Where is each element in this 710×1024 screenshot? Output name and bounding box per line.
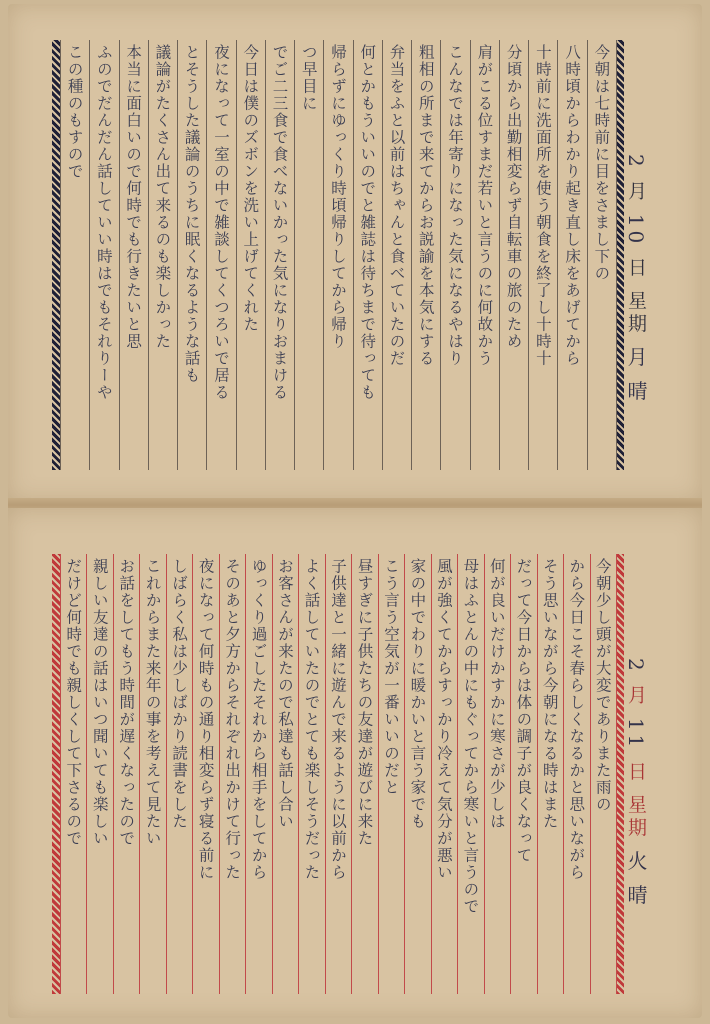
ruled-line	[528, 40, 529, 470]
handwritten-line: 何とかもういいのでと雑誌は待ちまで待っても	[358, 44, 377, 401]
ruled-line	[60, 40, 61, 470]
weather: 晴	[624, 884, 648, 909]
ruled-line	[206, 40, 207, 470]
handwritten-line: つ早目に	[299, 44, 318, 112]
date-heading-bottom	[622, 658, 651, 908]
ruled-line	[119, 40, 120, 470]
ruled-line	[353, 40, 354, 470]
month-label: 月	[625, 180, 647, 204]
weekday-value: 火	[624, 850, 648, 875]
date-day: 11	[624, 717, 648, 752]
ruled-line	[236, 40, 237, 470]
handwritten-line: ふのでだんだん話していい時はでもそれりーや	[94, 44, 113, 401]
handwritten-line: ゆっくり過ごしたそれから相手をしてから	[249, 558, 268, 881]
ruled-line	[616, 40, 617, 470]
handwritten-line: 親しい友達の話はいつ聞いても楽しい	[90, 558, 109, 847]
day-label: 日	[625, 257, 647, 281]
handwritten-line: 弁当をふと以前はちゃんと食べていたのだ	[387, 44, 406, 367]
handwritten-line: 帰らずにゆっくり時頃帰りしてから帰り	[329, 44, 347, 350]
ruled-line	[616, 554, 617, 994]
handwritten-line: よく話していたのでとても楽しそうだった	[302, 558, 321, 881]
handwritten-line: 十時前に洗面所を使う朝食を終了し十時十	[533, 44, 552, 367]
handwritten-line: 八時頃からわかり起き直し床をあげてから	[563, 44, 582, 367]
ruled-line	[411, 40, 412, 470]
handwritten-line: 何が良いだけかすかに寒さが少しは	[487, 558, 506, 830]
handwritten-line: そのあと夕方からそれぞれ出かけて行った	[223, 558, 242, 881]
handwritten-line: 本当に面白いので何時でも行きたいと思	[124, 44, 143, 350]
handwritten-line: 風が強くてからすっかり冷えて気分が悪い	[434, 558, 453, 881]
weekday-value: 月	[624, 346, 648, 371]
ruled-line	[470, 40, 471, 470]
handwritten-line: 肩がこる位すまだ若いと言うのに何故かう	[475, 44, 494, 367]
ruled-line	[499, 40, 500, 470]
diary-page-top	[8, 4, 702, 502]
handwritten-line: 議論がたくさん出て来るのも楽しかった	[153, 44, 172, 350]
handwritten-line: こう言う空気が一番いいのだと	[381, 558, 400, 796]
date-day: 10	[624, 213, 648, 248]
handwritten-line: こんなでは年寄りになった気になるやはり	[446, 44, 465, 367]
ruled-area-bottom	[60, 554, 616, 994]
ruled-line	[587, 40, 588, 470]
handwritten-line: だけど何時でも親しくして下さるので	[64, 558, 83, 847]
handwritten-line: お客さんが来たので私達も話し合い	[276, 558, 295, 830]
weekday-label: 星期	[625, 794, 647, 841]
handwritten-line: 今日は僕のズボンを洗い上げてくれた	[241, 44, 260, 333]
weekday-label: 星期	[625, 290, 647, 337]
ruled-line	[557, 40, 558, 470]
ruled-line	[440, 40, 441, 470]
handwritten-line: 今朝少し頭が大変でありまた雨の	[593, 558, 612, 813]
handwritten-line: 今朝は七時前に目をさまし下の	[592, 44, 611, 282]
day-label: 日	[625, 761, 647, 785]
handwritten-line: 夜になって一室の中で雑談してくつろいで居る	[211, 44, 230, 401]
handwritten-line: 夜になって何時もの通り相変らず寝る前に	[196, 558, 215, 881]
handwritten-line: 母はふとんの中にもぐってから寒いと言うので	[461, 558, 480, 915]
handwritten-line: しばらく私は少しばかり読書をした	[170, 558, 189, 830]
ruled-area-top	[60, 40, 616, 470]
date-month: 2	[624, 154, 648, 171]
weather: 晴	[624, 380, 648, 405]
handwritten-line: から今日こそ春らしくなるかと思いながら	[567, 558, 586, 881]
handwritten-line: だって今日からは体の調子が良くなって	[514, 558, 533, 864]
handwritten-line: この種のもすので	[65, 44, 84, 180]
handwritten-line: 家の中でわりに暖かいと言う家でも	[408, 558, 427, 830]
decorative-border-left	[52, 554, 60, 994]
decorative-border-left	[52, 40, 60, 470]
ruled-line	[148, 40, 149, 470]
handwritten-line: 粗相の所まで来てからお説諭を本気にする	[416, 44, 435, 367]
ruled-line	[294, 40, 295, 470]
handwritten-line: お話をしてもう時間が遅くなったので	[117, 558, 136, 847]
ruled-line	[382, 40, 383, 470]
ruled-line	[323, 40, 324, 470]
handwritten-line: とそうした議論のうちに眠くなるような話も	[182, 44, 201, 384]
date-month: 2	[624, 658, 648, 675]
date-heading-top	[622, 154, 651, 404]
ruled-line	[89, 40, 90, 470]
ruled-line	[265, 40, 266, 470]
ruled-line	[177, 40, 178, 470]
handwritten-line: 昼すぎに子供たちの友達が遊びに来た	[355, 558, 374, 847]
handwritten-line: でご二三食で食べないかった気になりおまける	[270, 44, 289, 401]
handwritten-line: これからまた来年の事を考えて見たい	[143, 558, 162, 847]
handwritten-line: そう思いながら今朝になる時はまた	[540, 558, 559, 830]
handwritten-line: 子供達と一緒に遊んで来るように以前から	[329, 558, 347, 881]
diary-page-bottom	[8, 508, 702, 1018]
handwritten-line: 分頃から出勤相変らず自転車の旅のため	[504, 44, 523, 350]
month-label: 月	[625, 684, 647, 708]
